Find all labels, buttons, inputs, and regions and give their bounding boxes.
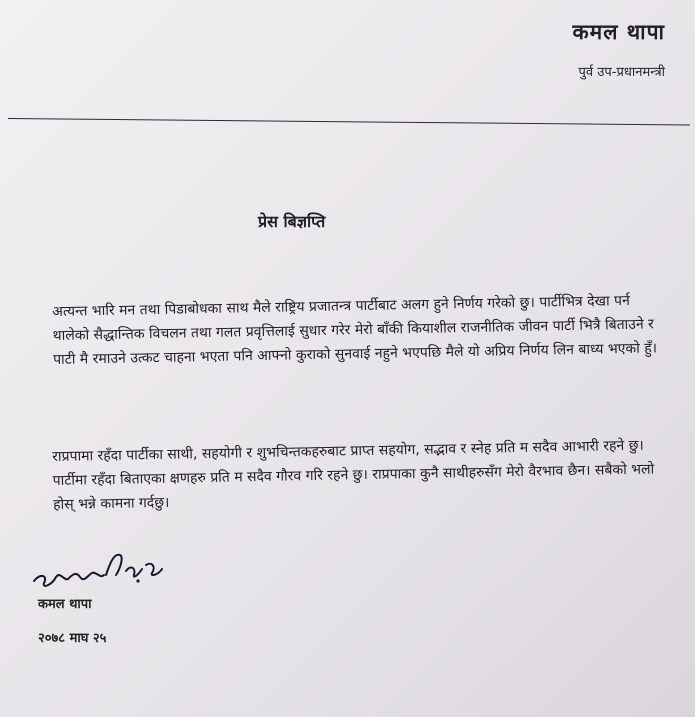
- paragraph-1: अत्यन्त भारि मन तथा पिडाबोधका साथ मैले राष्ट्रिय प्रजातन्त्र पार्टीबाट अलग हुने निर्णय गरेको छु। पार्टीभित्र देखा पर्न थालेको सैद्धान्तिक विचलन तथा गलत प्रवृत्तिलाई सुधार गरेर मेरो बाँकी कियाशील राजनीतिक जीवन पार्टी भित्रै बिताउने र पाटी मै रमाउने उत्कट चाहना भएता पनि आफ्नो कुराको सुनवाई नहुने भएपछि मैले यो अप्रिय निर्णय लिन बाध्य भएको हुँ।: [52, 292, 658, 368]
- signature-date: २०७८ माघ २५: [38, 631, 107, 646]
- paragraph-2: राप्रपामा रहँदा पार्टीका साथी, सहयोगी र शुभचिन्तकहरुबाट प्राप्त सहयोग, सद्भाव र स्नेह प्रति म सदैव आभारी रहने छु। पार्टीमा रहँदा बिताएका क्षणहरु प्रति म सदैव गौरव गरि रहने छु। राप्रपाका कुनै साथीहरुसँग मेरो वैरभाव छैन। सबैको भलो होस् भन्ने कामना गर्दछु।: [52, 437, 655, 513]
- handwritten-signature: [30, 545, 170, 595]
- header-divider: [8, 118, 690, 126]
- document-title: प्रेस बिज्ञप्ति: [258, 212, 326, 231]
- letterhead-name: कमल थापा: [572, 20, 665, 44]
- letterhead-title: पुर्व उप-प्रधानमन्त्री: [578, 65, 665, 80]
- signatory-name: कमल थापा: [38, 597, 92, 612]
